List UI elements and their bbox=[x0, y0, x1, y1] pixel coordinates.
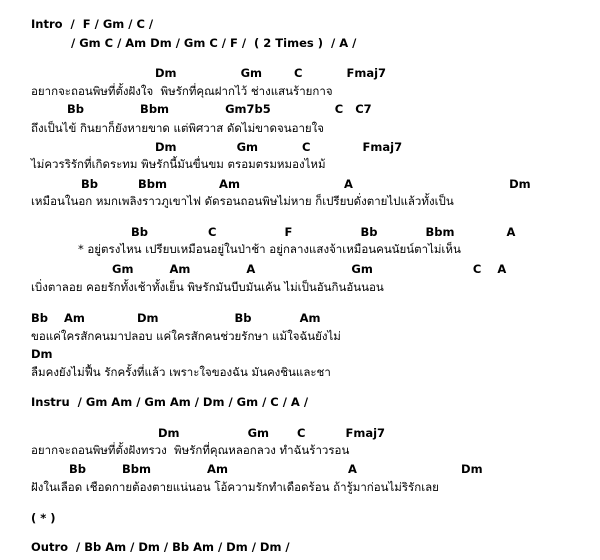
lyric-line-9: เหมือนในอก หมกเพลิงราวภูเขาไฟ ดัดรอนถอนพิษไม่หาย ก็เปรียบดั่งตายไปแล้วทั้งเป็น bbox=[31, 194, 454, 208]
lyric-line-13: เบิ่งตาลอย คอยรักทั้งเช้าทั้งเย็น พิษรักมันบีบมันเค้น ไม่เป็นอันกินอันนอน bbox=[31, 280, 384, 294]
lyric-line-20: อยากจะถอนพิษที่ตั้งฝังทรวง พิษรักที่คุณหลอกลวง ทำฉันร้าวรอน bbox=[31, 443, 350, 457]
lyric-line-3: อยากจะถอนพิษที่ตั้งฝังใจ พิษรักที่คุณฝากไว้ ช่างแสนร้ายกาจ bbox=[31, 84, 333, 98]
chord-line-21: Bb Bbm Am A Dm bbox=[69, 462, 483, 476]
chord-line-1: / Gm C / Am Dm / Gm C / F / ( 2 Times ) / A / bbox=[71, 36, 357, 50]
lyric-line-5: ถึงเป็นไข้ กินยาก็ยังหายขาด แต่พิศวาส ดัดไม่ขาดจนอายใจ bbox=[31, 121, 325, 135]
chord-line-8: Bb Bbm Am A Dm bbox=[81, 177, 531, 191]
lyric-line-17: ลืมคงยังไม่ฟื้น รักครั้งที่แล้ว เพราะใจของฉัน มันคงชินและชา bbox=[31, 365, 331, 379]
lyric-line-22: ฝังในเลือด เชือดกายต้องตายแน่นอน โอ้ความรักทำเดือดร้อน ถ้ารู้มาก่อนไม่ริรักเลย bbox=[31, 480, 439, 494]
chord-line-19: Dm Gm C Fmaj7 bbox=[158, 426, 386, 440]
chord-line-6: Dm Gm C Fmaj7 bbox=[155, 140, 403, 154]
chord-line-2: Dm Gm C Fmaj7 bbox=[155, 66, 387, 80]
lyric-line-15: ขอแค่ใครสักคนมาปลอบ แค่ใครสักคนช่วยรักษา แม้ใจฉันยังไม่ bbox=[31, 329, 341, 343]
chord-line-16: Dm bbox=[31, 347, 53, 361]
chord-line-24: Outro / Bb Am / Dm / Bb Am / Dm / Dm / bbox=[31, 540, 290, 554]
lyric-line-7: ไม่ควรริรักที่เกิดระทม พิษรักนี้มันขื่นขม ตรอมตรมหมองไหม้ bbox=[31, 157, 326, 171]
chord-line-18: Instru / Gm Am / Gm Am / Dm / Gm / C / A / bbox=[31, 395, 309, 409]
chord-line-12: Gm Am A Gm C A bbox=[112, 262, 507, 276]
chord-line-0: Intro / F / Gm / C / bbox=[31, 17, 154, 31]
chord-line-14: Bb Am Dm Bb Am bbox=[31, 311, 321, 325]
chord-line-10: Bb C F Bb Bbm A bbox=[131, 225, 516, 239]
chord-line-23: ( * ) bbox=[31, 511, 56, 525]
lyric-line-11: * อยู่ตรงไหน เปรียบเหมือนอยู่ในป่าช้า อยู่กลางแสงจ้าเหมือนคนนัยน์ตาไม่เห็น bbox=[78, 242, 461, 256]
chord-line-4: Bb Bbm Gm7b5 C C7 bbox=[67, 102, 372, 116]
